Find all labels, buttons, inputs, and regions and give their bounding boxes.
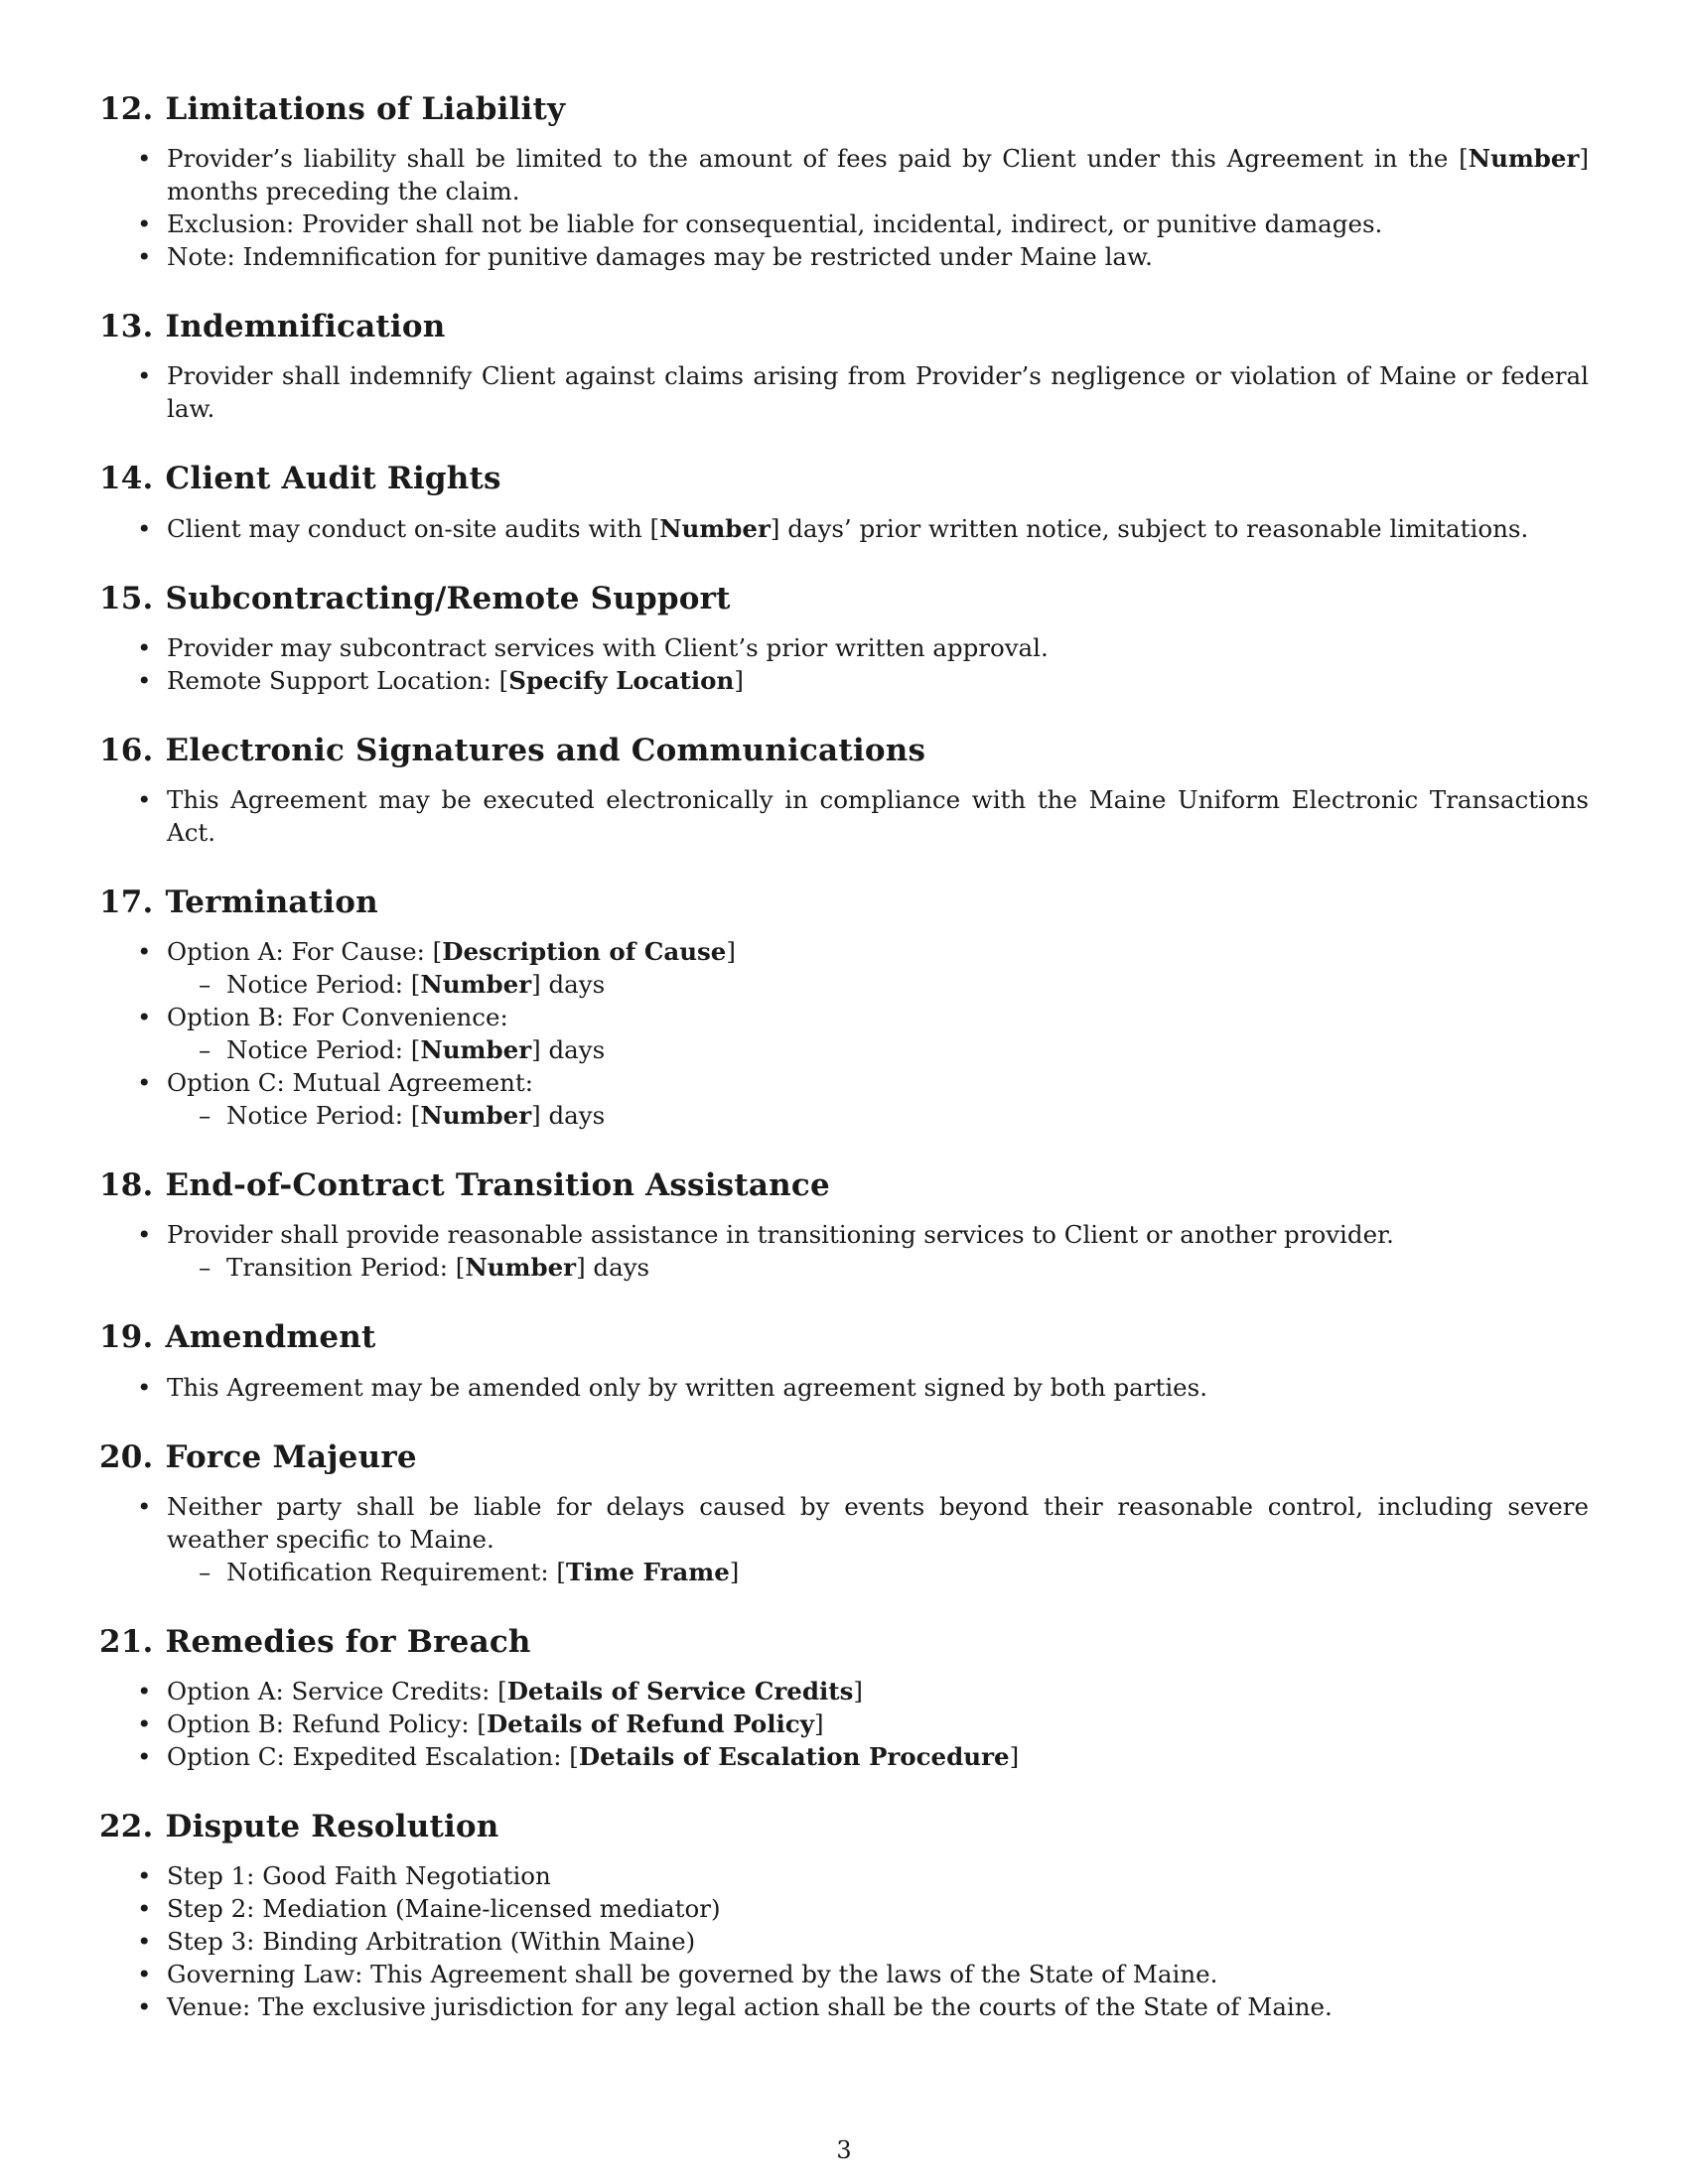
section-title: Subcontracting/Remote Support: [165, 580, 731, 616]
section-number: 17.: [99, 884, 154, 920]
list-item: [99, 1001, 1589, 1066]
section-force-majeure: [99, 1439, 1589, 1588]
item-text: ] days: [576, 1253, 650, 1283]
section-heading: [99, 733, 1589, 769]
bullet-list: [99, 359, 1589, 425]
item-text: ]: [726, 937, 736, 967]
item-text: Neither party shall be liable for delays caused by events beyond their reasonable control, including severe weather specific to Maine.: [167, 1491, 1589, 1554]
bullet-list: [99, 935, 1589, 1132]
list-item: [99, 1066, 1589, 1132]
section-remedies-for-breach: [99, 1624, 1589, 1773]
section-subcontracting-remote-support: [99, 581, 1589, 697]
section-title: Force Majeure: [165, 1438, 417, 1475]
item-text: Notice Period: [: [226, 1101, 421, 1131]
item-text: ]: [853, 1676, 863, 1706]
item-text: Notification Requirement: [: [226, 1557, 566, 1586]
list-item: [99, 1218, 1589, 1284]
item-text: Notice Period: [: [226, 970, 421, 1000]
section-transition-assistance: [99, 1167, 1589, 1284]
item-text: ]: [729, 1557, 740, 1586]
section-heading: [99, 581, 1589, 617]
placeholder-field: Description of Cause: [442, 937, 727, 967]
list-item: [99, 935, 1589, 1001]
placeholder-field: Number: [465, 1253, 577, 1283]
item-text: ] days: [531, 1101, 606, 1131]
section-heading: [99, 1439, 1589, 1476]
section-title: Indemnification: [165, 309, 446, 345]
section-client-audit-rights: [99, 461, 1589, 544]
item-text: Provider shall provide reasonable assistance in transitioning services to Client or another provider.: [167, 1220, 1394, 1250]
item-text: Client may conduct on-site audits with [: [167, 513, 660, 543]
placeholder-field: Details of Refund Policy: [486, 1708, 814, 1738]
bullet-list: [99, 631, 1589, 697]
bullet-list: [99, 783, 1589, 849]
sub-list: [167, 1556, 1589, 1588]
section-heading: [99, 91, 1589, 128]
item-text: Remote Support Location: [: [167, 665, 509, 695]
section-number: 13.: [99, 309, 154, 345]
section-electronic-signatures: [99, 733, 1589, 849]
section-number: 16.: [99, 732, 154, 768]
list-item: • This Agreement may be amended only by written agreement signed by both parties.: [99, 1371, 1589, 1404]
item-text: ]: [1009, 1741, 1020, 1771]
section-number: 20.: [99, 1438, 154, 1475]
list-item: • Governing Law: This Agreement shall be governed by the laws of the State of Maine.: [99, 1958, 1589, 1990]
item-text: Transition Period: [: [226, 1253, 466, 1283]
list-item: • Step 3: Binding Arbitration (Within Maine): [99, 1925, 1589, 1958]
list-item: [99, 664, 1589, 697]
section-termination: [99, 885, 1589, 1132]
section-heading: [99, 1809, 1589, 1845]
section-heading: [99, 1319, 1589, 1356]
sub-list: [167, 968, 1589, 1001]
list-item: [99, 142, 1589, 207]
item-text: ] months preceding the claim.: [167, 144, 1589, 206]
section-number: 12.: [99, 91, 154, 127]
item-text: Provider’s liability shall be limited to the amount of fees paid by Client under this Agreement in the [: [167, 144, 1469, 174]
item-text: ]: [734, 665, 744, 695]
item-text: Notice Period: [: [226, 1035, 421, 1065]
sub-list-item: [167, 1556, 1589, 1588]
section-number: 15.: [99, 580, 154, 616]
section-title: Termination: [165, 884, 378, 920]
list-item: • Provider shall indemnify Client against claims arising from Provider’s negligence or violation of Maine or federal law.: [99, 359, 1589, 425]
section-heading: [99, 1167, 1589, 1204]
list-item: [99, 1675, 1589, 1707]
placeholder-field: Number: [1468, 144, 1580, 174]
list-item: [99, 1490, 1589, 1588]
section-amendment: [99, 1319, 1589, 1403]
placeholder-field: Time Frame: [565, 1557, 730, 1586]
item-text: Option A: For Cause: [: [167, 937, 443, 967]
list-item: [99, 512, 1589, 545]
section-limitations-of-liability: [99, 91, 1589, 273]
item-text: Option A: Service Credits: [: [167, 1676, 507, 1706]
section-title: Client Audit Rights: [165, 461, 501, 497]
list-item: • Step 2: Mediation (Maine-licensed mediator): [99, 1892, 1589, 1925]
bullet-list: [99, 1859, 1589, 2023]
section-title: Electronic Signatures and Communications: [165, 732, 926, 768]
section-heading: [99, 461, 1589, 497]
bullet-list: [99, 1371, 1589, 1404]
section-heading: [99, 885, 1589, 921]
section-title: Remedies for Breach: [165, 1623, 531, 1660]
section-title: Dispute Resolution: [165, 1808, 499, 1844]
item-text: ] days’ prior written notice, subject to reasonable limitations.: [770, 513, 1529, 543]
item-text: Option B: For Convenience:: [167, 1003, 508, 1032]
item-text: ] days: [531, 1035, 606, 1065]
list-item: • Provider may subcontract services with Client’s prior written approval.: [99, 631, 1589, 664]
section-title: Amendment: [165, 1319, 376, 1356]
document-page: [99, 91, 1589, 2059]
list-item: • Exclusion: Provider shall not be liable for consequential, incidental, indirect, or punitive damages.: [99, 207, 1589, 240]
bullet-list: [99, 512, 1589, 545]
section-title: End-of-Contract Transition Assistance: [165, 1167, 830, 1204]
bullet-list: [99, 142, 1589, 273]
list-item: • Step 1: Good Faith Negotiation: [99, 1859, 1589, 1892]
bullet-list: [99, 1675, 1589, 1773]
item-text: ]: [813, 1708, 824, 1738]
sub-list-item: [167, 968, 1589, 1001]
placeholder-field: Details of Service Credits: [506, 1676, 854, 1706]
placeholder-field: Details of Escalation Procedure: [578, 1741, 1010, 1771]
list-item: • This Agreement may be executed electronically in compliance with the Maine Uniform Electronic Transactions Act.: [99, 783, 1589, 849]
section-heading: [99, 1624, 1589, 1661]
item-text: ] days: [531, 970, 606, 1000]
item-text: Option C: Mutual Agreement:: [167, 1068, 533, 1098]
sub-list-item: [167, 1251, 1589, 1284]
sub-list-item: [167, 1099, 1589, 1132]
placeholder-field: Number: [659, 513, 771, 543]
bullet-list: [99, 1218, 1589, 1284]
section-title: Limitations of Liability: [165, 91, 566, 127]
section-number: 21.: [99, 1623, 154, 1660]
section-number: 18.: [99, 1167, 154, 1204]
sub-list: [167, 1033, 1589, 1066]
section-indemnification: [99, 309, 1589, 425]
section-number: 22.: [99, 1808, 154, 1844]
sub-list: [167, 1099, 1589, 1132]
list-item: [99, 1707, 1589, 1740]
placeholder-field: Number: [420, 1101, 532, 1131]
section-heading: [99, 309, 1589, 345]
page-number: 3: [836, 2136, 852, 2164]
section-number: 19.: [99, 1319, 154, 1356]
sub-list: [167, 1251, 1589, 1284]
section-dispute-resolution: [99, 1809, 1589, 2023]
placeholder-field: Specify Location: [508, 665, 735, 695]
placeholder-field: Number: [420, 1035, 532, 1065]
item-text: Option C: Expedited Escalation: [: [167, 1741, 579, 1771]
bullet-list: [99, 1490, 1589, 1588]
item-text: Option B: Refund Policy: [: [167, 1708, 487, 1738]
section-number: 14.: [99, 461, 154, 497]
list-item: • Venue: The exclusive jurisdiction for any legal action shall be the courts of the State of Maine.: [99, 1990, 1589, 2023]
list-item: [99, 1740, 1589, 1773]
placeholder-field: Number: [420, 970, 532, 1000]
sub-list-item: [167, 1033, 1589, 1066]
list-item: • Note: Indemnification for punitive damages may be restricted under Maine law.: [99, 240, 1589, 273]
